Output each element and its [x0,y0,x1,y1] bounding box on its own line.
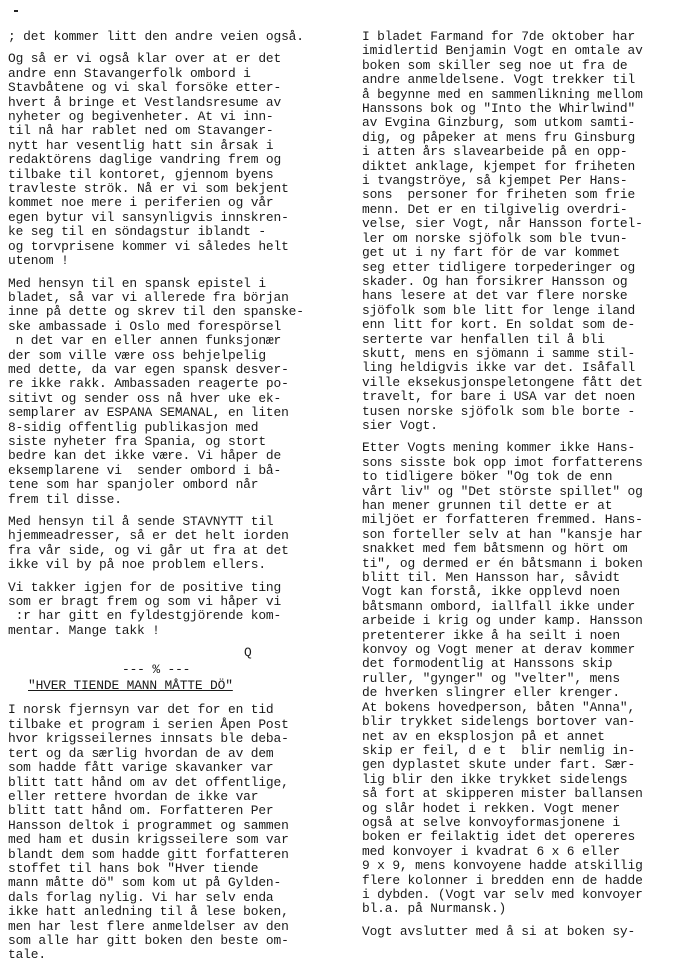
text-line: med dette, da var egen spansk desver- [8,361,289,377]
left-paragraph [8,52,352,268]
text-line: son forteller selv at han "kansje har [362,526,643,542]
text-line: seg etter tidligere torpederinger og [362,259,636,275]
text-line: Vogt avslutter med å si at boken sy- [362,923,636,939]
text-line: I bladet Farmand for 7de oktober har [362,29,636,44]
article-heading: "HVER TIENDE MANN MÅTTE DÖ" [28,678,233,694]
text-line: eller rettere hvordan de ikke var [8,788,259,804]
text-line: og slår hodet i rekken. Vogt mener [362,800,620,816]
text-line: av Evgina Ginzburg, som utkom samti- [362,115,636,131]
left-paragraph [8,581,352,639]
text-line: blitt tatt hånd om. Forfatteren Per [8,803,274,819]
text-line: hvor krigsseilernes innsats ble deba- [8,731,289,747]
text-line: serterte var henfallen til å bli [362,331,605,347]
text-line: hvert å bringe et Vestlandsresume av [8,94,282,110]
right-column [362,30,696,947]
text-line: blitt tatt hånd om av det offentlige, [8,774,289,790]
text-line: sons personer for friheten som frie [362,187,636,203]
text-line: båtsmann ombord, iallfall ikke under [362,598,636,614]
text-line: andre anmeldelsene. Vogt trekker til [362,72,636,88]
text-line: egen bytur vil sansynligvis innskren- [8,209,289,225]
text-line: Hanssons bok og "Into the Whirlwind" [362,101,636,117]
left-column [8,30,352,971]
text-line: miljöet er forfatteren fremmed. Hans- [362,512,643,528]
text-line: hans lesere at det var flere norske [362,288,628,304]
text-line: tert og da særlig hvordan de av dem [8,745,274,761]
right-article-section [362,30,696,939]
text-line: med ham et dusin krigsseilere som var [8,832,289,848]
text-line: tilbake til kontoret, gjennom byens [8,166,274,182]
text-line: I norsk fjernsyn var det for en tid [8,702,274,718]
text-line: nyheter og begivenheter. At vi inn- [8,109,274,125]
left-letter-section [8,30,352,638]
text-line: tale. [8,947,46,963]
corner-mark [14,10,18,12]
signature: Q [244,645,252,661]
left-paragraph [8,515,352,573]
text-line: dals forlag nylig. Vi har selv enda [8,889,274,905]
text-line: sier Vogt. [362,417,438,433]
text-line: ler om norske sjöfolk som ble tvun- [362,230,628,246]
text-line: siste nyheter fra Spania, og stort [8,433,266,449]
text-line: stoffet til hans bok "Hver tiende [8,860,259,876]
text-line: ville eksekusjonspeletongene fått det [362,374,643,390]
text-line: de hverken slingrer eller krenger. [362,685,620,701]
text-line: så fort at skipperen mister ballansen [362,786,643,802]
section-separator: --- % --- [122,661,191,677]
text-line: kommet noe mere i periferien og vår [8,195,274,211]
text-line: ikke vil by på noe problem ellers. [8,557,266,573]
text-line: n det var en eller annen funksjonær [8,333,282,349]
text-line: det formodentlig at Hanssons skip [362,656,613,672]
text-line: to tidligere böker "Og tok de enn [362,469,613,485]
text-line: skutt, mens en sjömann i samme stil- [362,345,636,361]
text-line: ske ambassade i Oslo med forespörsel [8,318,282,334]
text-line: eksemplarene vi sender ombord i bå- [8,462,282,478]
text-line: net av en eksplosjon på et annet [362,728,605,744]
text-line: Med hensyn til å sende STAVNYTT til [8,514,274,529]
text-line: ling heldigvis ikke var det. Isåfall [362,360,636,376]
text-line: i dybden. (Vogt var selv med konvoyer [362,886,643,902]
text-line: redaktörens daglige vandring frem og [8,152,282,168]
text-line: pretenterer ikke å ha seilt i noen [362,627,620,643]
right-paragraph [362,925,696,939]
text-line: med konvoyer i kvadrat 6 x 6 eller [362,843,620,859]
text-line: mentar. Mange takk ! [8,622,160,638]
text-line: utenom ! [8,253,69,269]
text-line: travelt, for bare i USA var det noen [362,389,636,405]
text-line: semplarer av ESPANA SEMANAL, en liten [8,405,289,421]
text-line: snakket med fem båtsmenn og hört om [362,541,628,557]
text-line: 9 x 9, mens konvoyene hadde atskillig [362,858,643,874]
text-line: tene som har spanjoler ombord når [8,477,259,493]
text-line: vårt liv" og "Det störste spillet" og [362,483,643,499]
text-line: Hansson deltok i programmet og sammen [8,817,289,833]
text-line: nytt har vesentlig hatt sin årsak i [8,137,274,153]
text-line: blandt dem som hadde gitt forfatteren [8,846,289,862]
text-line: bladet, så var vi allerede fra början [8,289,289,305]
text-line: :r har gitt en fyldestgjörende kom- [8,608,282,624]
right-paragraph [362,30,696,433]
text-line: Vi takker igjen for de positive ting [8,579,282,595]
text-line: gen dyplastet skute under fart. Sær- [362,757,636,773]
text-line: ikke hatt anledning til å lese boken, [8,904,289,920]
text-line: dig, og påpeker at mens fru Ginsburg [362,129,636,145]
text-line: ke seg til en söndagstur iblandt - [8,224,266,240]
text-line: imidlertid Benjamin Vogt en omtale av [362,43,643,59]
text-line: Stavbåtene og vi skal forsöke etter- [8,80,282,96]
text-line: Vogt kan forstå, ikke opplevd noen [362,584,620,600]
text-line: tilbake et program i serien Åpen Post [8,716,289,732]
text-line: konvoy og Vogt mener at derav kommer [362,642,636,658]
right-paragraph [362,441,696,916]
text-line: blir trykket sidelengs bortover van- [362,714,636,730]
text-line: travleste strök. Nå er vi som bekjent [8,181,289,197]
text-line: arbeide i krig og under kamp. Hansson [362,613,643,629]
text-line: enn litt for kort. En soldat som de- [362,317,636,333]
text-line: frem til disse. [8,491,122,507]
text-line: fra vår side, og vi går ut fra at det [8,542,289,558]
text-line: å begynne med en sammenlikning mellom [362,86,643,102]
text-line: diktet anklage, kjempet for friheten [362,158,636,174]
text-line: re ikke rakk. Ambassaden reagerte po- [8,376,289,392]
text-line: menn. Det er en tilgivelig overdri- [362,201,628,217]
text-line: sons sisste bok opp imot forfatterens [362,454,643,470]
text-line: til nå har rablet ned om Stavanger- [8,123,274,139]
text-line: tusen norske sjöfolk som ble borte - [362,403,636,419]
text-line: men har lest flere anmeldelser av den [8,918,289,934]
text-line: i tvangströye, så kjempet Per Hans- [362,173,628,189]
text-line: også at selve konvoyformasjonene i [362,814,620,830]
text-line: der som ville være oss behjelpelig [8,347,266,363]
text-line: i atten års slavearbeide på en opp- [362,144,628,160]
left-paragraph [8,277,352,508]
text-line: skip er feil, d e t blir nemlig in- [362,742,636,758]
text-line: han mener grunnen til dette er at [362,498,613,513]
left-paragraph [8,30,352,44]
text-line: inne på dette og skrev til den spanske- [8,304,304,320]
text-line: andre enn Stavangerfolk ombord i [8,65,251,81]
text-line: ; det kommer litt den andre veien også. [8,29,304,44]
text-line: At bokens hovedperson, båten "Anna", [362,699,636,715]
text-line: blitt til. Men Hansson har, såvidt [362,570,620,586]
text-line: sjöfolk som ble litt for lenge iland [362,302,636,318]
text-line: ruller, "gynger" og "velter", mens [362,670,620,686]
text-line: sitivt og sender oss nå hver uke ek- [8,390,282,406]
text-line: som alle har gitt boken den beste om- [8,932,289,948]
text-line: Og så er vi også klar over at er det [8,51,282,67]
text-line: Med hensyn til en spansk epistel i [8,275,266,291]
text-line: som hadde fått varige skavanker var [8,760,274,776]
text-line: bl.a. på Nurmansk.) [362,901,507,917]
text-line: bedre kan det ikke være. Vi håper de [8,448,282,464]
text-line: 8-sidig offentlig publikasjon med [8,419,259,435]
text-line: boken er feilaktig idet det opereres [362,829,636,845]
text-line: mann måtte dö" som kom ut på Gylden- [8,875,282,891]
text-line: ti", og dermed er én båtsmann i boken [362,555,643,571]
text-line: get ut i ny fart för de var kommet [362,245,620,261]
text-line: flere kolonner i bredden enn de hadde [362,872,643,888]
text-line: hjemmeadresser, så er det helt iorden [8,528,289,544]
text-line: lig blir den ikke trykket sidelengs [362,771,628,787]
text-line: Etter Vogts mening kommer ikke Hans- [362,440,636,456]
text-line: boken som skiller seg noe ut fra de [362,57,628,73]
text-line: skader. Og han forsikrer Hansson og [362,273,628,289]
text-line: og torvprisene kommer vi således helt [8,238,289,254]
article-body [8,703,352,962]
text-line: som er bragt frem og som vi håper vi [8,594,282,610]
text-line: velse, sier Vogt, når Hansson fortel- [362,216,643,232]
